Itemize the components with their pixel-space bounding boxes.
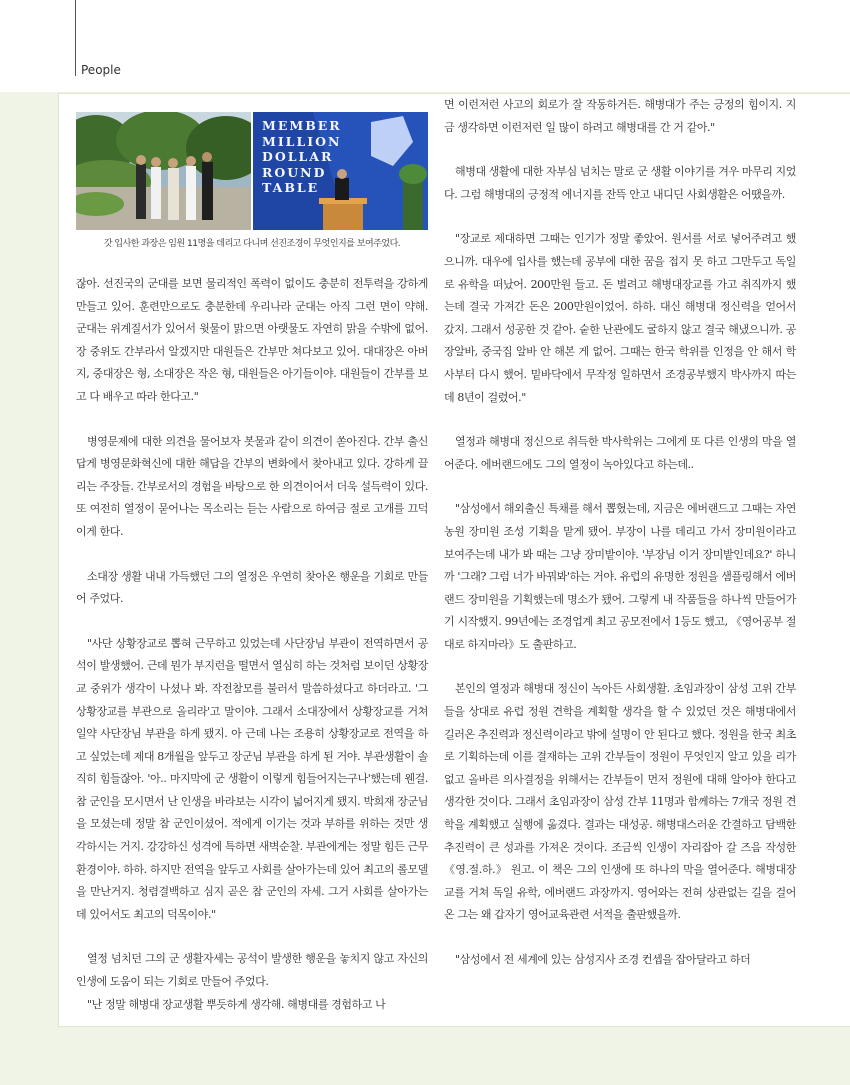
article-photo	[76, 112, 428, 230]
paragraph: "사단 상황장교로 뽑혀 근무하고 있었는데 사단장님 부관이 전역하면서 공석이 발생했어. 근데 뭔가 부지런을 떨면서 열심히 하는 것처럼 보이던 상황장교 중위가 생각이 나셨나 봐. 작전참모를 불러서 말씀하셨다고 하더라고. '그 상황장교를 부관으로 올리라'고 말이야. 그래서 소대장에서 상황장교를 거쳐 일약 사단장님 부관을 하게 됐지. 아 근데 나는 조용히 상황장교로 전역을 하고 싶었는데 제대 8개월을 앞두고 장군님 부관을 하게 된 거야. 부관생활이 솔직히 힘들잖아. '아.. 마지막에 군 생활이 이렇게 힘들어지는구나'했는데 웬걸. 참 군인을 모시면서 난 인생을 바라보는 시각이 넓어지게 됐지. 박희재 장군님을 모셨는데 정말 참 군인이셨어. 적에게 이기는 것과 부하를 위하는 것만 생각하시는 거지. 강강하신 성격에 특하면 새벽순찰. 부관에게는 정말 힘든 근무환경이야. 하하. 하지만 전역을 앞두고 사회를 살아가는데 있어 최고의 롤모델을 만난거지. 청렴결백하고 심지 곧은 참 군인의 자세. 그거 사회를 살아가는데 있어서도 최고의 덕목이야."	[76, 636, 428, 921]
left-column	[76, 273, 428, 1038]
section-label: People	[81, 63, 121, 77]
paragraph: 병영문제에 대한 의견을 물어보자 봇물과 같이 의견이 쏟아진다. 간부 출신답게 병영문화혁신에 대한 해답을 간부의 변화에서 찾아내고 있다. 강하게 끌리는 주장들. 간부로서의 경험을 바탕으로 한 의견이어서 더욱 설득력이 있다. 또 여전히 열정이 묻어나는 목소리는 듣는 사람으로 하여금 절로 고개를 끄덕이게 한다.	[76, 434, 428, 538]
paragraph: 열정 넘치던 그의 군 생활자세는 공석이 발생한 행운을 놓치지 않고 자신의 인생에 도움이 되는 기회로 만들어 주었다.	[76, 952, 428, 989]
photo-caption: 갓 입사한 과장은 임원 11명을 데리고 다니며 선진조경이 무엇인지를 보여주었다.	[103, 239, 401, 249]
paragraph: "삼성에서 해외출신 특채를 해서 뽑혔는데, 지금은 에버랜드고 그때는 자연농원 장미원 조성 기획을 맡게 됐어. 부장이 나를 데리고 가서 장미원이라고 보여주는데 내가 봐 때는 그냥 장미밭이야. '부장님 이거 장미밭인데요?' 하니까 '그래? 그럼 너가 바꿔봐'하는 거야. 유럽의 유명한 정원을 샘플링해서 에버랜드 장미원을 기획했는데 명소가 됐어. 그렇게 내 작품들을 하나씩 만들어가기 시작했지. 99년에는 조경업계 최고 공모전에서 1등도 했고, 《영어공부 절대로 하지마라》도 출판하고.	[444, 502, 796, 651]
paragraph: "장교로 제대하면 그때는 인기가 정말 좋았어. 원서를 서로 넣어주려고 했으니까. 대우에 입사를 했는데 공부에 대한 꿈을 접지 못 하고 그만두고 독일로 유학을 떠났어. 200만원 들고. 돈 벌려고 해병대장교를 가고 취직까지 했는데 결국 가져간 돈은 200만원이었어. 하하. 대신 해병대 정신력을 얻어서 갔지. 그래서 성공한 것 같아. 숱한 난관에도 굴하지 않고 결국 해냈으니까. 공장알바, 중국집 알바 안 해본 게 없어. 그때는 한국 학위를 인정을 안 해서 학사부터 다시 했어. 밑바닥에서 무작정 일하면서 조경공부했지 박사까지 따는 데 8년이 걸렸어."	[444, 232, 796, 404]
sign-line: MEMBER	[262, 118, 342, 133]
paragraph: 본인의 열정과 해병대 정신이 녹아든 사회생활. 초임과장이 삼성 고위 간부들을 상대로 유럽 정원 견학을 계획할 생각을 할 수 있었던 것은 해병대에서 길러온 추진력과 정신력이라고 밖에 설명이 안 된다고 했다. 정원을 한국 최초로 기획하는데 이를 결재하는 고위 간부들이 정원이 무엇인지 알고 있을 리가 없고 올바른 의사결정을 위해서는 간부들이 먼저 정원에 대해 알아야 한다고 생각한 것이다. 그래서 초임과장이 삼성 간부 11명과 함께하는 7개국 정원 견학을 계획했고 실행에 옮겼다. 결과는 대성공. 해병대스러운 간결하고 담백한 추진력이 큰 성과를 가져온 것이다. 조금씩 인생이 자리잡아 갈 즈음 작성한 《영.절.하.》 원고. 이 책은 그의 인생에 또 하나의 막을 열어준다. 해병대장교를 거쳐 독일 유학, 에버랜드 과장까지. 영어와는 전혀 상관없는 길을 걸어온 그는 왜 갑자기 영어교육관련 서적을 출판했을까.	[444, 682, 796, 922]
sign-line: ROUND	[262, 164, 327, 180]
paragraph: 잖아. 선진국의 군대를 보면 물리적인 폭력이 없이도 충분히 전투력을 강하게 만들고 있어. 훈련만으로도 충분한데 우리나라 군대는 아직 그런 면이 약해. 군대는 위계질서가 있어서 윗물이 맑으면 아랫물도 자연히 맑을 수밖에 없어. 장 중위도 간부라서 알겠지만 대원들은 간부만 쳐다보고 있어. 대대장은 아버지, 중대장은 형, 소대장은 작은 형, 대원들은 아기들이야. 대원들이 간부를 보고 다 배우고 따라 한다고."	[76, 277, 428, 403]
page-header-band	[0, 0, 850, 92]
paragraph: 해병대 생활에 대한 자부심 넘치는 말로 군 생활 이야기를 겨우 마무리 지었다. 그럼 해병대의 긍정적 에너지를 잔뜩 안고 내디딘 사회생활은 어땠을까.	[444, 165, 796, 201]
sign-line: TABLE	[262, 180, 320, 195]
sign-line: MILLION	[262, 133, 342, 149]
section-rule	[75, 0, 76, 76]
paragraph: 열정과 해병대 정신으로 취득한 박사학위는 그에게 또 다른 인생의 막을 열어준다. 에버랜드에도 그의 열정이 녹아있다고 하는데..	[444, 435, 796, 471]
paragraph: 소대장 생활 내내 가득했던 그의 열정은 우연히 찾아온 행운을 기회로 만들어 주었다.	[76, 569, 428, 606]
paragraph: 면 이런저런 사고의 회로가 잘 작동하거든. 해병대가 주는 긍정의 힘이지. 지금 생각하면 이런저런 일 많이 하려고 해병대를 간 거 같아."	[444, 98, 796, 134]
paragraph: "난 정말 해병대 장교생활 뿌듯하게 생각해. 해병대를 경험하고 나	[87, 997, 386, 1011]
sign-line: DOLLAR	[262, 149, 334, 164]
paragraph: "삼성에서 전 세계에 있는 삼성지사 조경 컨셉을 잡아달라고 하더	[455, 953, 751, 966]
mdrt-sign-text	[262, 118, 342, 196]
right-column	[444, 94, 796, 994]
photo-group-outdoors	[76, 112, 251, 230]
